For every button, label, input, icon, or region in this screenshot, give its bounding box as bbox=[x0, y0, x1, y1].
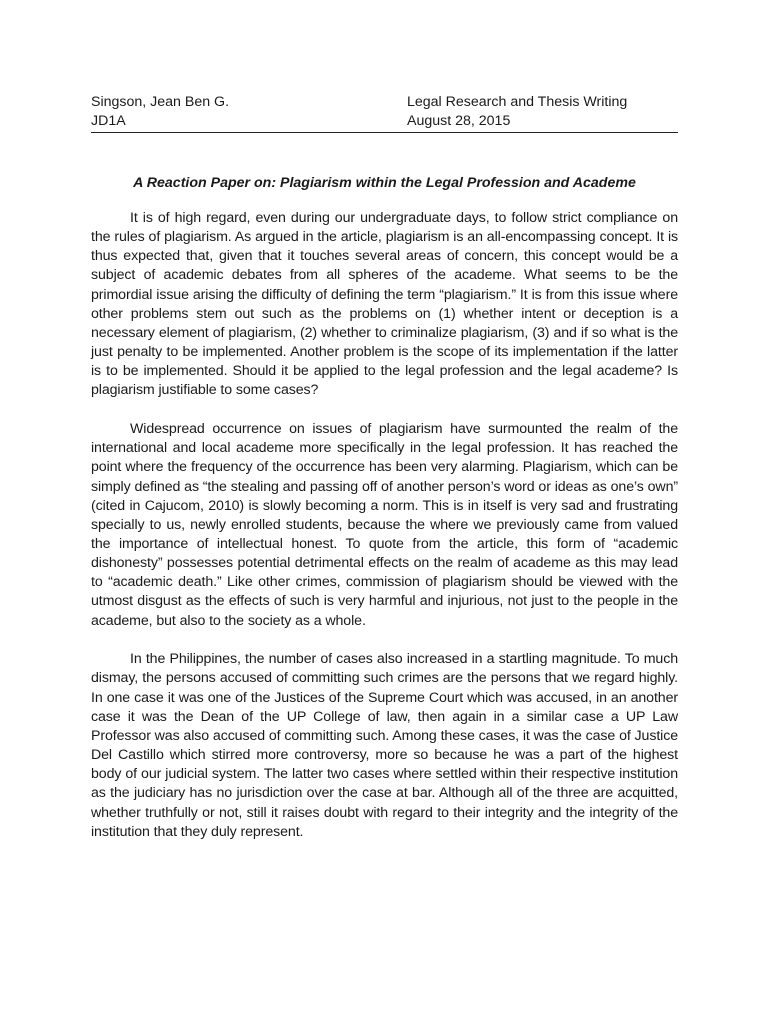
document-body bbox=[91, 209, 678, 861]
header-divider bbox=[91, 132, 678, 133]
student-section: JD1A bbox=[91, 113, 126, 129]
document-header bbox=[91, 93, 678, 133]
paragraph-1: It is of high regard, even during our undergraduate days, to follow strict compliance on the rules of plagiarism. As argued in the article, plagiarism is an all-encompassing concept. It is thus expected that, given that it touches several areas of concern, this concept would be a subject of academic debates from all spheres of the academe. What seems to be the primordial issue arising the difficulty of defining the term “plagiarism.” It is from this issue where other problems stem out such as the problems on (1) whether intent or deception is a necessary element of plagiarism, (2) whether to criminalize plagiarism, (3) and if so what is the just penalty to be implemented. Another problem is the scope of its implementation if the latter is to be implemented. Should it be applied to the legal profession and the legal academe? Is plagiarism justifiable to some cases? bbox=[91, 210, 678, 399]
author-name: Singson, Jean Ben G. bbox=[91, 94, 230, 110]
document-date: August 28, 2015 bbox=[407, 113, 511, 129]
course-name: Legal Research and Thesis Writing bbox=[407, 94, 628, 110]
paragraph-2: Widespread occurrence on issues of plagiarism have surmounted the realm of the international and local academe more specifically in the legal profession. It has reached the point where the frequency of the occurrence has been very alarming. Plagiarism, which can be simply defined as “the stealing and passing off of another person’s word or ideas as one’s own” (cited in Cajucom, 2010) is slowly becoming a norm. This is in itself is very sad and frustrating specially to us, newly enrolled students, because the where we previously came from valued the importance of intellectual honest. To quote from the article, this form of “academic dishonesty” possesses potential detrimental effects on the realm of academe as this may lead to “academic death.” Like other crimes, commission of plagiarism should be viewed with the utmost disgust as the effects of such is very harmful and injurious, not just to the people in the academe, but also to the society as a whole. bbox=[91, 421, 678, 629]
header-right-column bbox=[407, 93, 627, 131]
document-title: A Reaction Paper on: Plagiarism within the Legal Profession and Academe bbox=[133, 175, 636, 191]
paragraph-3: In the Philippines, the number of cases also increased in a startling magnitude. To much dismay, the persons accused of committing such crimes are the persons that we regard highly. In one case it was one of the Justices of the Supreme Court which was accused, in an another case it was the Dean of the UP College of law, then again in a similar case a UP Law Professor was also accused of committing such. Among these cases, it was the case of Justice Del Castillo which stirred more controversy, more so because he was a part of the highest body of our judicial system. The latter two cases where settled within their respective institution as the judiciary has no jurisdiction over the case at bar. Although all of the three are acquitted, whether truthfully or not, still it raises doubt with regard to their integrity and the integrity of the institution that they duly represent. bbox=[91, 651, 678, 840]
header-left-column bbox=[91, 93, 229, 131]
